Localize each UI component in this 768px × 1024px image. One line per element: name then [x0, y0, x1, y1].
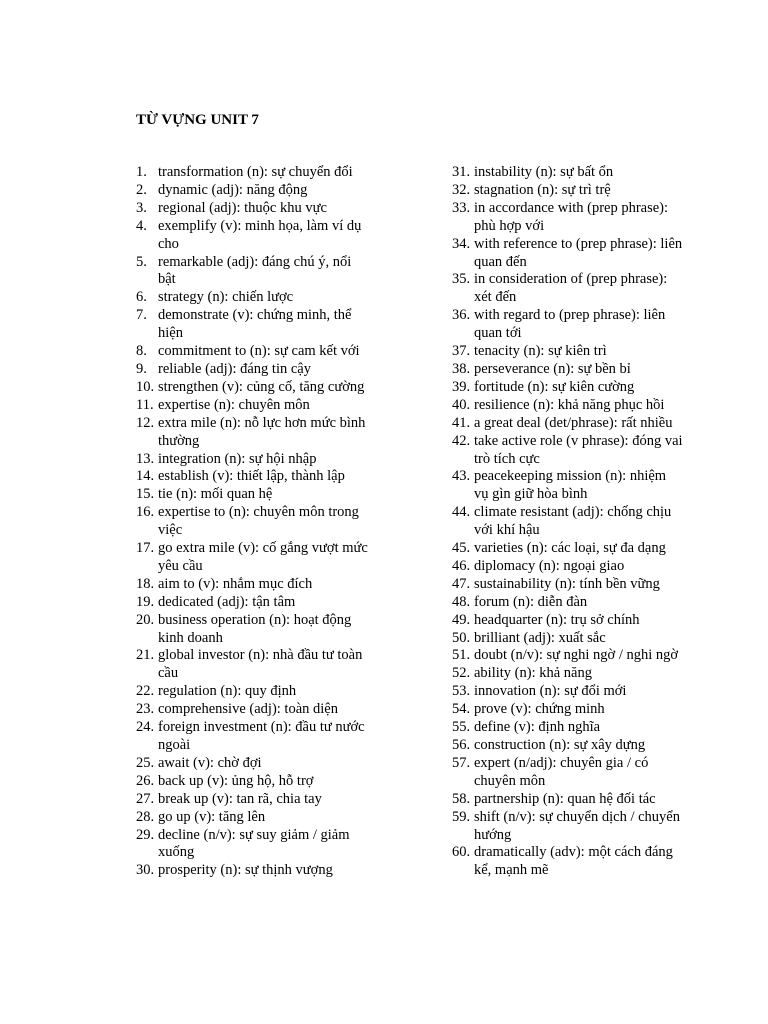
item-number: 27.: [136, 790, 155, 807]
vocabulary-item: [136, 397, 368, 415]
item-text: fortitude (n): sự kiên cường: [474, 378, 635, 395]
item-text: extra mile (n): nỗ lực hơn mức bình thường: [158, 414, 366, 449]
vocabulary-item: [136, 468, 368, 486]
item-number: 10.: [136, 378, 155, 395]
item-text: with reference to (prep phrase): liên quan đến: [474, 235, 683, 270]
vocabulary-item: [136, 451, 368, 469]
item-number: 57.: [452, 754, 471, 771]
vocabulary-item: [452, 307, 684, 343]
item-number: 44.: [452, 504, 471, 521]
item-text: forum (n): diễn đàn: [474, 593, 588, 610]
item-text: ability (n): khả năng: [474, 665, 592, 682]
item-number: 33.: [452, 199, 471, 216]
vocabulary-item: [136, 755, 368, 773]
item-text: go extra mile (v): cố gắng vượt mức yêu cầu: [158, 540, 368, 574]
vocabulary-item: [452, 236, 684, 272]
item-text: prosperity (n): sự thịnh vượng: [158, 862, 333, 879]
vocabulary-item: [452, 665, 684, 683]
item-number: 19.: [136, 593, 155, 610]
item-text: dedicated (adj): tận tâm: [158, 593, 296, 610]
item-number: 50.: [452, 629, 471, 646]
vocabulary-item: [136, 612, 368, 648]
item-text: reliable (adj): đáng tin cậy: [158, 360, 311, 377]
item-text: partnership (n): quan hệ đối tác: [474, 790, 656, 807]
vocabulary-list-right: [452, 164, 684, 880]
item-number: 17.: [136, 540, 155, 557]
item-text: take active role (v phrase): đóng vai trò tích cực: [474, 432, 683, 467]
item-text: tie (n): mối quan hệ: [158, 486, 273, 503]
item-number: 43.: [452, 468, 471, 485]
item-number: 46.: [452, 557, 471, 574]
vocabulary-item: [136, 289, 368, 307]
item-number: 31.: [452, 164, 471, 180]
item-number: 7.: [136, 307, 147, 324]
vocabulary-item: [452, 415, 684, 433]
item-text: sustainability (n): tính bền vững: [474, 575, 660, 592]
item-text: shift (n/v): sự chuyển dịch / chuyển hướng: [474, 808, 680, 843]
vocabulary-item: [452, 791, 684, 809]
item-number: 30.: [136, 862, 155, 879]
vocabulary-item: [452, 468, 684, 504]
item-number: 4.: [136, 217, 147, 234]
item-number: 26.: [136, 772, 155, 789]
item-text: in consideration of (prep phrase): xét đến: [474, 271, 668, 306]
vocabulary-item: [452, 361, 684, 379]
vocabulary-item: [452, 809, 684, 845]
vocabulary-item: [452, 504, 684, 540]
item-text: a great deal (det/phrase): rất nhiều: [474, 414, 673, 431]
item-number: 28.: [136, 808, 155, 825]
item-text: strengthen (v): củng cố, tăng cường: [158, 378, 365, 395]
item-text: peacekeeping mission (n): nhiệm vụ gìn giữ hòa bình: [474, 468, 667, 503]
item-number: 59.: [452, 808, 471, 825]
item-text: varieties (n): các loại, sự đa dạng: [474, 540, 666, 557]
item-text: stagnation (n): sự trì trệ: [474, 181, 611, 198]
vocabulary-item: [452, 540, 684, 558]
item-text: expert (n/adj): chuyên gia / có chuyên môn: [474, 754, 649, 789]
vocabulary-item: [136, 701, 368, 719]
item-text: dramatically (adv): một cách đáng kể, mạnh mẽ: [474, 844, 673, 879]
vocabulary-item: [136, 862, 368, 880]
item-text: define (v): định nghĩa: [474, 719, 601, 736]
vocabulary-item: [452, 755, 684, 791]
vocabulary-item: [136, 200, 368, 218]
item-text: back up (v): ủng hộ, hỗ trợ: [158, 772, 314, 789]
item-number: 9.: [136, 360, 147, 377]
vocabulary-item: [452, 576, 684, 594]
vocabulary-item: [136, 540, 368, 576]
item-number: 29.: [136, 826, 155, 843]
document-title: TỪ VỰNG UNIT 7: [136, 112, 259, 128]
vocabulary-item: [136, 504, 368, 540]
item-number: 45.: [452, 540, 471, 557]
item-text: innovation (n): sự đổi mới: [474, 683, 627, 700]
item-text: perseverance (n): sự bền bỉ: [474, 360, 631, 377]
item-number: 23.: [136, 701, 155, 718]
vocabulary-item: [136, 719, 368, 755]
item-number: 55.: [452, 719, 471, 736]
vocabulary-item: [452, 683, 684, 701]
item-number: 47.: [452, 575, 471, 592]
item-text: regional (adj): thuộc khu vực: [158, 199, 327, 216]
item-text: prove (v): chứng minh: [474, 701, 605, 718]
vocabulary-item: [452, 630, 684, 648]
item-number: 39.: [452, 378, 471, 395]
item-number: 16.: [136, 504, 155, 521]
item-number: 36.: [452, 307, 471, 324]
item-text: foreign investment (n): đầu tư nước ngoài: [158, 719, 365, 753]
item-number: 32.: [452, 181, 471, 198]
item-number: 12.: [136, 414, 155, 431]
vocabulary-item: [136, 379, 368, 397]
vocabulary-item: [136, 576, 368, 594]
vocabulary-item: [136, 683, 368, 701]
vocabulary-item: [452, 594, 684, 612]
item-number: 58.: [452, 790, 471, 807]
item-number: 21.: [136, 647, 155, 664]
item-text: dynamic (adj): năng động: [158, 181, 308, 198]
vocabulary-item: [452, 397, 684, 415]
item-text: transformation (n): sự chuyển đổi: [158, 164, 353, 180]
item-text: climate resistant (adj): chống chịu với khí hậu: [474, 504, 672, 539]
item-number: 5.: [136, 253, 147, 270]
item-number: 48.: [452, 593, 471, 610]
item-number: 42.: [452, 432, 471, 449]
item-number: 35.: [452, 271, 471, 288]
item-text: doubt (n/v): sự nghi ngờ / nghi ngờ: [474, 647, 679, 664]
vocabulary-item: [136, 791, 368, 809]
item-text: resilience (n): khả năng phục hồi: [474, 396, 665, 413]
item-number: 2.: [136, 181, 147, 198]
item-text: break up (v): tan rã, chia tay: [158, 790, 322, 807]
item-text: brilliant (adj): xuất sắc: [474, 629, 606, 646]
item-text: exemplify (v): minh họa, làm ví dụ cho: [158, 217, 362, 252]
item-text: decline (n/v): sự suy giảm / giảm xuống: [158, 826, 350, 861]
item-number: 38.: [452, 360, 471, 377]
item-number: 37.: [452, 343, 471, 360]
vocabulary-item: [136, 809, 368, 827]
item-text: demonstrate (v): chứng minh, thể hiện: [158, 307, 352, 342]
item-text: establish (v): thiết lập, thành lập: [158, 468, 345, 485]
item-number: 52.: [452, 665, 471, 682]
vocabulary-item: [452, 164, 684, 182]
vocabulary-item: [136, 343, 368, 361]
vocabulary-item: [452, 200, 684, 236]
vocabulary-item: [452, 343, 684, 361]
vocabulary-item: [452, 271, 684, 307]
vocabulary-item: [136, 164, 368, 182]
item-number: 25.: [136, 754, 155, 771]
vocabulary-item: [452, 719, 684, 737]
vocabulary-item: [136, 486, 368, 504]
item-text: construction (n): sự xây dựng: [474, 737, 646, 753]
item-number: 8.: [136, 343, 147, 360]
item-text: integration (n): sự hội nhập: [158, 450, 317, 467]
vocabulary-item: [452, 182, 684, 200]
item-text: go up (v): tăng lên: [158, 808, 266, 825]
item-text: expertise to (n): chuyên môn trong việc: [158, 504, 359, 539]
vocabulary-list-left: [136, 164, 368, 880]
item-text: instability (n): sự bất ổn: [474, 164, 614, 180]
item-number: 54.: [452, 701, 471, 718]
item-text: business operation (n): hoạt động kinh doanh: [158, 611, 352, 646]
item-number: 15.: [136, 486, 155, 503]
item-text: strategy (n): chiến lược: [158, 289, 294, 306]
item-number: 13.: [136, 450, 155, 467]
vocabulary-item: [136, 415, 368, 451]
vocabulary-item: [136, 254, 368, 290]
vocabulary-item: [136, 307, 368, 343]
item-text: diplomacy (n): ngoại giao: [474, 557, 625, 574]
item-text: expertise (n): chuyên môn: [158, 396, 310, 413]
item-number: 56.: [452, 737, 471, 753]
item-text: global investor (n): nhà đầu tư toàn cầu: [158, 647, 363, 682]
item-number: 34.: [452, 235, 471, 252]
item-text: comprehensive (adj): toàn diện: [158, 701, 338, 718]
item-number: 49.: [452, 611, 471, 628]
vocabulary-item: [136, 594, 368, 612]
vocabulary-item: [136, 182, 368, 200]
vocabulary-item: [452, 558, 684, 576]
vocabulary-item: [452, 647, 684, 665]
vocabulary-item: [452, 612, 684, 630]
item-number: 11.: [136, 396, 154, 413]
item-text: aim to (v): nhắm mục đích: [158, 575, 313, 592]
item-text: await (v): chờ đợi: [158, 754, 262, 771]
item-number: 22.: [136, 683, 155, 700]
item-text: in accordance with (prep phrase): phù hợp với: [474, 199, 669, 234]
item-text: remarkable (adj): đáng chú ý, nổi bật: [158, 253, 352, 288]
vocabulary-item: [452, 379, 684, 397]
vocabulary-item: [452, 701, 684, 719]
item-number: 1.: [136, 164, 147, 180]
item-text: commitment to (n): sự cam kết với: [158, 343, 360, 360]
vocabulary-item: [452, 433, 684, 469]
vocabulary-item: [452, 844, 684, 880]
item-number: 40.: [452, 396, 471, 413]
item-number: 6.: [136, 289, 147, 306]
vocabulary-item: [136, 827, 368, 863]
item-number: 14.: [136, 468, 155, 485]
item-number: 24.: [136, 719, 155, 736]
item-text: regulation (n): quy định: [158, 683, 297, 700]
item-text: tenacity (n): sự kiên trì: [474, 343, 607, 360]
item-text: headquarter (n): trụ sở chính: [474, 611, 640, 628]
vocabulary-item: [136, 218, 368, 254]
item-number: 3.: [136, 199, 147, 216]
item-text: with regard to (prep phrase): liên quan tới: [474, 307, 666, 342]
vocabulary-item: [136, 361, 368, 379]
vocabulary-item: [136, 773, 368, 791]
vocabulary-item: [136, 647, 368, 683]
item-number: 20.: [136, 611, 155, 628]
item-number: 41.: [452, 414, 471, 431]
vocabulary-item: [452, 737, 684, 755]
item-number: 53.: [452, 683, 471, 700]
item-number: 60.: [452, 844, 471, 861]
item-number: 51.: [452, 647, 471, 664]
item-number: 18.: [136, 575, 155, 592]
